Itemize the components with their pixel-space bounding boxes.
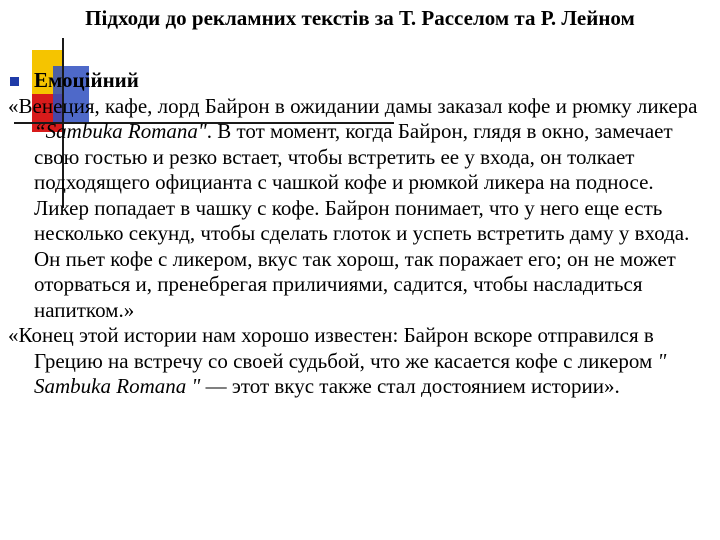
conclusion-text-start: «Конец этой истории нам хорошо известен: Байрон вскоре отправился в Грецию на встречу со своей судьбой, что же касается кофе с ликером [8, 323, 658, 373]
conclusion-paragraph [8, 323, 708, 400]
story-text-start: «Венеция, кафе, лорд Байрон в ожидании дамы заказал кофе и рюмку ликера [8, 93, 698, 118]
brand-name-italic: “Sambuka Romana" [34, 119, 207, 143]
square-bullet-icon [10, 77, 19, 86]
conclusion-text-end: — этот вкус также стал достоянием истории». [200, 374, 620, 398]
slide-title: Підходи до рекламних текстів за Т. Расселом та Р. Лейном [85, 6, 635, 30]
story-text-end: . В тот момент, когда Байрон, глядя в окно, замечает свою гостью и резко встает, чтобы встретить ее у входа, он толкает подходящего официанта с чашкой кофе и рюмкой ликера на подносе. Ликер попадает в чашку с кофе. Байрон понимает, что у него еще есть несколько секунд, чтобы сделать глоток и успеть встретить даму у входа. Он пьет кофе с ликером, вкус так хорош, так поражает его; он не может оторваться и, пренебрегая приличиями, садится, чтобы насладиться напитком.» [34, 119, 690, 322]
section-heading [8, 68, 708, 94]
story-paragraph [8, 94, 708, 324]
slide-body [8, 68, 708, 400]
conclusion-brand-italic: " Sambuka Romana " [34, 348, 667, 398]
section-heading-text: Емоційний [34, 68, 139, 92]
